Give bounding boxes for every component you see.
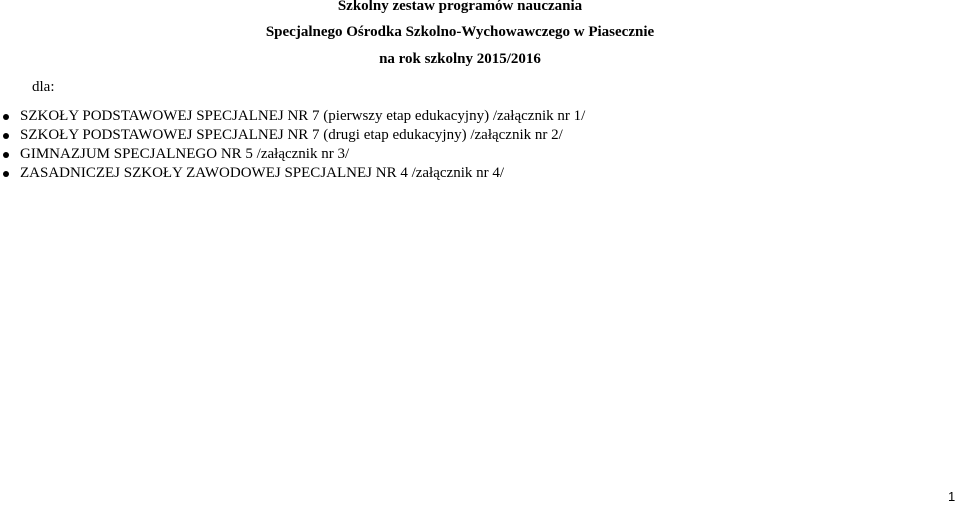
list-item <box>0 145 585 164</box>
list-item-text: GIMNAZJUM SPECJALNEGO NR 5 /załącznik nr 3/ <box>20 146 350 162</box>
bullet-icon <box>3 114 9 120</box>
document-title: Szkolny zestaw programów nauczania <box>337 0 583 14</box>
audience-label: dla: <box>32 79 55 95</box>
list-item-text: ZASADNICZEJ SZKOŁY ZAWODOWEJ SPECJALNEJ NR 4 /załącznik nr 4/ <box>20 165 505 181</box>
list-item <box>0 126 585 145</box>
audience-list <box>0 107 585 183</box>
institution-name: Specjalnego Ośrodka Szkolno-Wychowawczego w Piasecznie <box>265 24 655 40</box>
bullet-icon <box>3 152 9 158</box>
school-year: na rok szkolny 2015/2016 <box>379 51 541 67</box>
page-number: 1 <box>948 489 956 504</box>
list-item-text: SZKOŁY PODSTAWOWEJ SPECJALNEJ NR 7 (pierwszy etap edukacyjny) /załącznik nr 1/ <box>20 108 586 124</box>
list-item <box>0 164 585 183</box>
bullet-icon <box>3 133 9 139</box>
list-item <box>0 107 585 126</box>
list-item-text: SZKOŁY PODSTAWOWEJ SPECJALNEJ NR 7 (drugi etap edukacyjny) /załącznik nr 2/ <box>20 127 563 143</box>
bullet-icon <box>3 171 9 177</box>
